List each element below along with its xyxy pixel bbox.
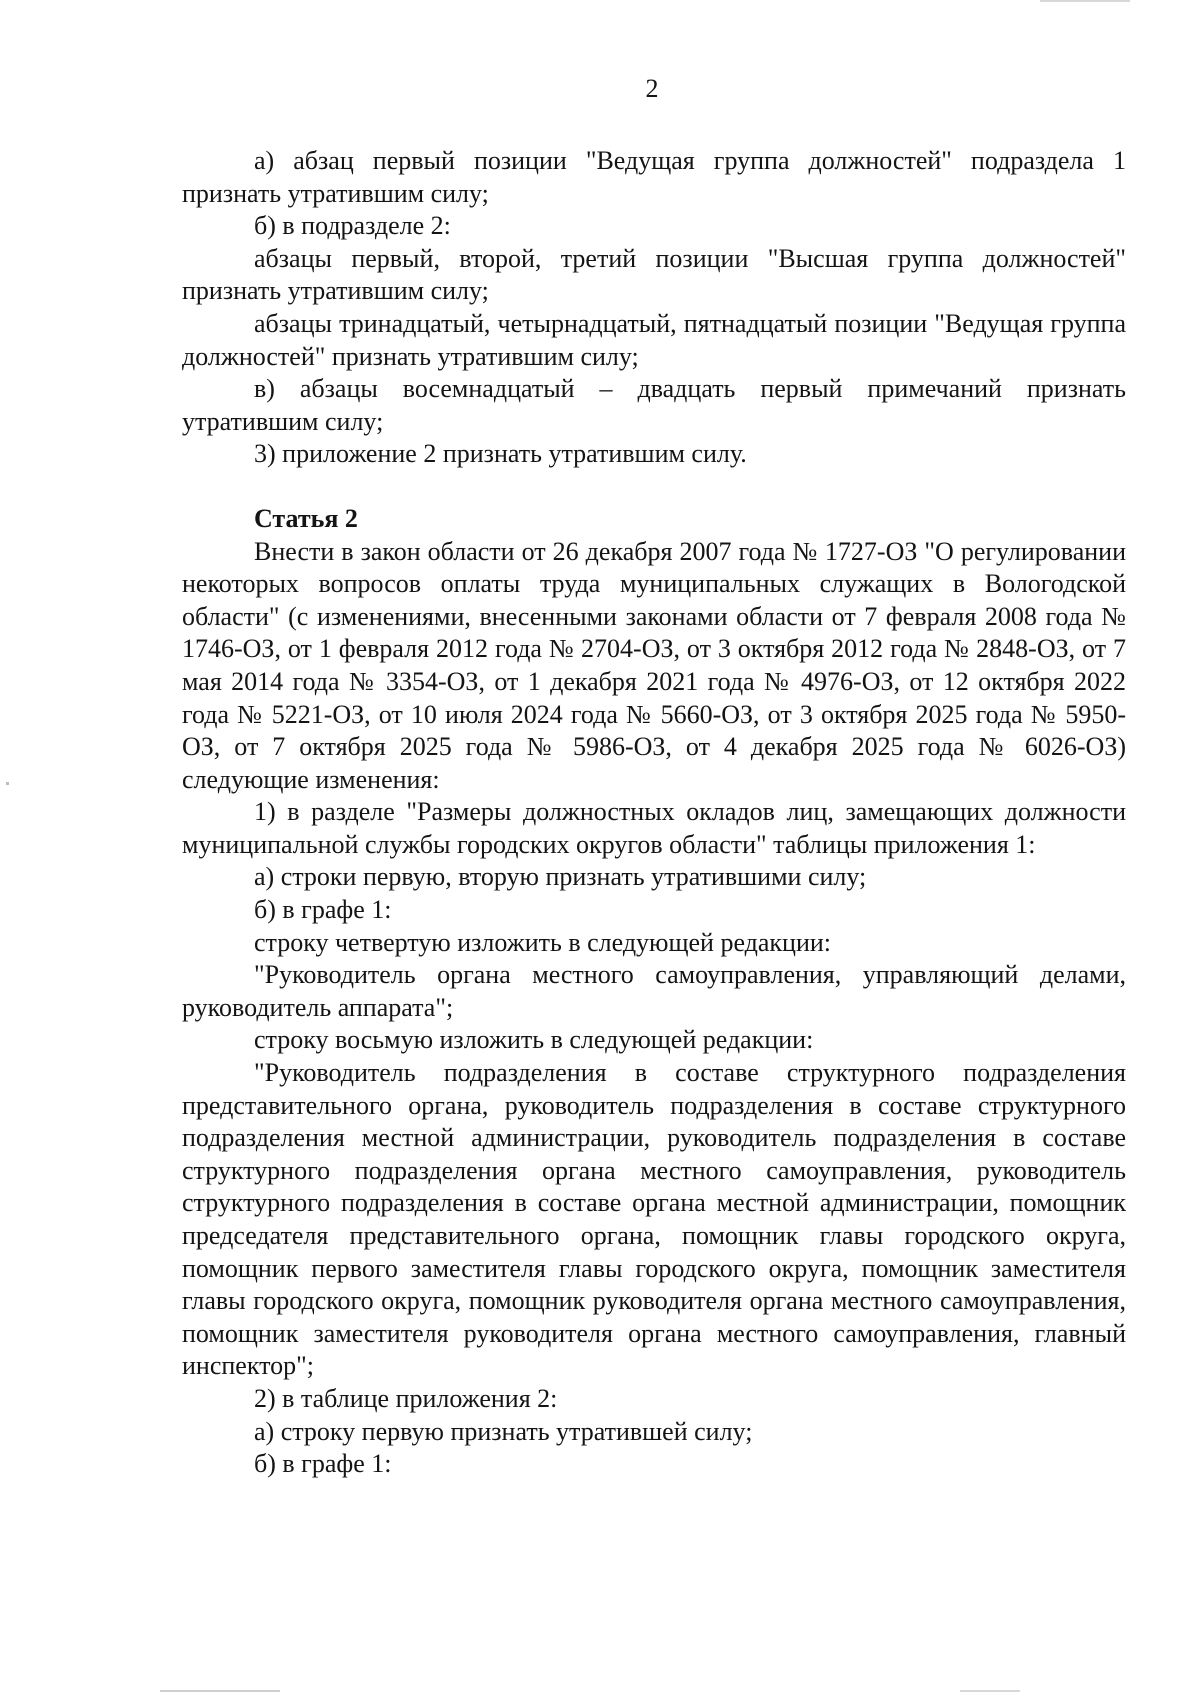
paragraph: 3) приложение 2 признать утратившим силу.: [254, 439, 747, 469]
paragraph: б) в подразделе 2:: [254, 211, 451, 241]
paragraph: абзацы первый, второй, третий позиции "Высшая группа должностей" признать утратившим силу;: [182, 243, 1126, 306]
article-heading: Статья 2: [254, 503, 358, 533]
paragraph: 2) в таблице приложения 2:: [254, 1383, 558, 1413]
paragraph: строку восьмую изложить в следующей редакции:: [254, 1025, 814, 1055]
paragraph: "Руководитель органа местного самоуправления, управляющий делами, руководитель аппарата";: [182, 960, 1126, 1022]
scan-artifact: [160, 1690, 280, 1692]
document-body: [182, 145, 1126, 1481]
paragraph: "Руководитель подразделения в составе структурного подразделения представительного органа, руководитель подразделения в составе структурного подразделения местной администрации, руководитель подразделения в составе структурного подразделения органа местного самоуправления, руководитель структурного подразделения в составе органа местной администрации, помощник председателя представительного органа, помощник главы городского округа, помощник первого заместителя главы городского округа, помощник заместителя главы городского округа, помощник руководителя органа местного самоуправления, помощник заместителя руководителя органа местного самоуправления, главный инспектор";: [182, 1058, 1126, 1381]
paragraph: б) в графе 1:: [254, 895, 392, 925]
paragraph: Внести в закон области от 26 декабря 2007 года № 1727-ОЗ "О регулировании некоторых вопросов оплаты труда муниципальных служащих в Вологодской области" (с изменениями, внесенными законами области от 7 февраля 2008 года № 1746-ОЗ, от 1 февраля 2012 года № 2704-ОЗ, от 3 октября 2012 года № 2848-ОЗ, от 7 мая 2014 года № 3354-ОЗ, от 1 декабря 2021 года № 4976-ОЗ, от 12 октября 2022 года № 5221-ОЗ, от 10 июля 2024 года № 5660-ОЗ, от 3 октября 2025 года № 5950-ОЗ, от 7 октября 2025 года № 5986-ОЗ, от 4 декабря 2025 года № 6026-ОЗ) следующие изменения:: [182, 536, 1126, 794]
paragraph: а) строки первую, вторую признать утратившими силу;: [254, 862, 867, 892]
paragraph: б) в графе 1:: [254, 1449, 392, 1479]
scan-artifact: [960, 1690, 1020, 1692]
scan-artifact: [6, 782, 9, 785]
paragraph: а) абзац первый позиции "Ведущая группа должностей" подраздела 1 признать утратившим силу;: [182, 146, 1126, 208]
paragraph: строку четвертую изложить в следующей редакции:: [254, 927, 832, 957]
paragraph: в) абзацы восемнадцатый – двадцать первый примечаний признать утратившим силу;: [182, 374, 1126, 436]
scan-artifact: [1040, 0, 1130, 2]
page-number: 2: [645, 74, 659, 103]
paragraph: абзацы тринадцатый, четырнадцатый, пятнадцатый позиции "Ведущая группа должностей" признать утратившим силу;: [182, 308, 1126, 371]
paragraph: а) строку первую признать утратившей силу;: [254, 1416, 753, 1446]
paragraph: 1) в разделе "Размеры должностных окладов лиц, замещающих должности муниципальной службы городских округов области" таблицы приложения 1:: [182, 797, 1126, 859]
